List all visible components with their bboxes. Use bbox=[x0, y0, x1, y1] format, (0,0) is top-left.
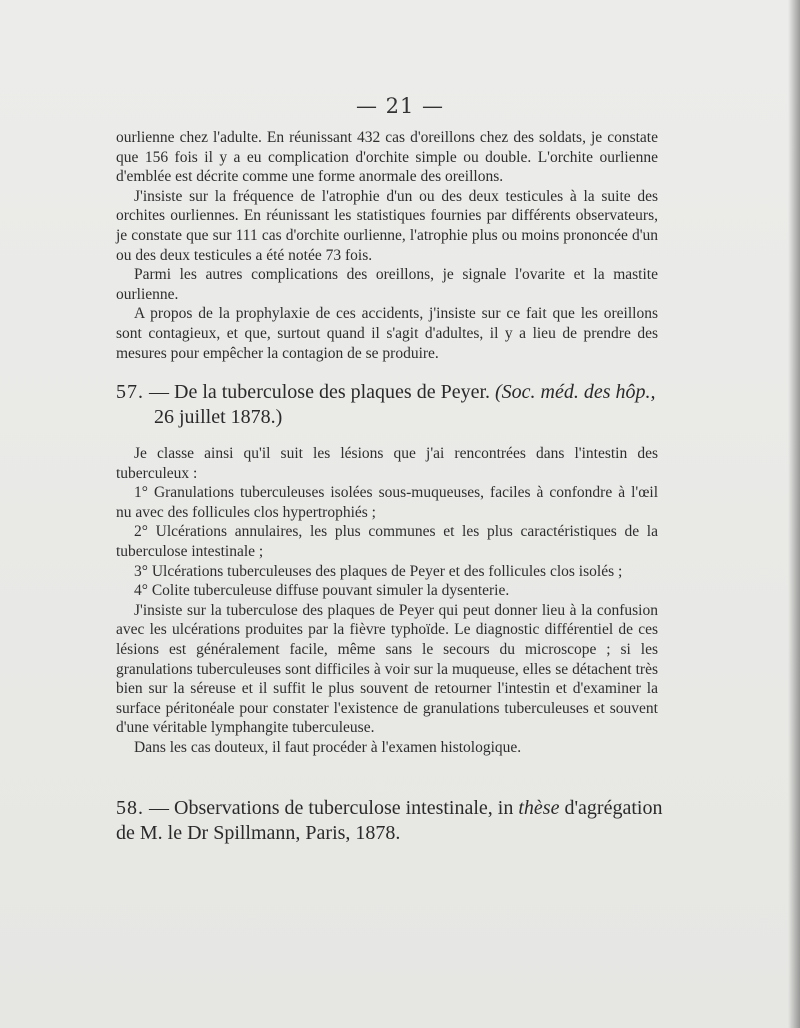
section-title-part2: d'agrégation de M. le Dr Spillmann, Paris, 1878. bbox=[116, 797, 663, 844]
text-block-orchitis bbox=[116, 128, 658, 363]
page-edge-shadow bbox=[788, 0, 800, 1028]
page-number: — 21 — bbox=[355, 94, 445, 118]
section-dash: — bbox=[149, 381, 169, 403]
section-heading-58 bbox=[116, 796, 676, 846]
paragraph: A propos de la prophylaxie de ces accidents, j'insiste sur ce fait que les oreillons sont contagieux, et que, surtout quand il s'agit d'adultes, il y a lieu de prendre des mesures pour empêcher la contagion de se produire. bbox=[116, 305, 658, 362]
list-item: 2° Ulcérations annulaires, les plus communes et les plus caractéristiques de la tuberculose intestinale ; bbox=[116, 523, 658, 560]
paragraph: ourlienne chez l'adulte. En réunissant 432 cas d'oreillons chez des soldats, je constate que 156 fois il y a eu complication d'orchite simple ou double. L'orchite ourlienne d'emblée est décrite comme une forme anormale des oreillons. bbox=[116, 129, 658, 186]
list-item: 3° Ulcérations tuberculeuses des plaques de Peyer et des follicules clos isolés ; bbox=[134, 562, 623, 580]
text-block-tuberculosis bbox=[116, 444, 658, 758]
paragraph: Je classe ainsi qu'il suit les lésions que j'ai rencontrées dans l'intestin des tuberculeux : bbox=[116, 445, 658, 482]
section-dash: — bbox=[149, 797, 169, 819]
list-item: 4° Colite tuberculeuse diffuse pouvant simuler la dysenterie. bbox=[134, 582, 510, 600]
section-date: 26 juillet 1878.) bbox=[154, 406, 283, 428]
section-number: 57. bbox=[116, 381, 144, 403]
paragraph: J'insiste sur la fréquence de l'atrophie d'un ou des deux testicules à la suite des orchites ourliennes. En réunissant les statistiques fournies par différents observateurs, je constate que sur 111 cas d'orchite ourlienne, l'atrophie plus ou moins prononcée d'un ou des deux testicules a été notée 73 fois. bbox=[116, 187, 658, 264]
section-source: (Soc. méd. des hôp., bbox=[495, 381, 656, 403]
section-title-part1: Observations de tuberculose intestinale, in bbox=[174, 797, 514, 819]
paragraph: J'insiste sur la tuberculose des plaques de Peyer qui peut donner lieu à la confusion avec les ulcérations produites par la fièvre typhoïde. Le diagnostic différentiel de ces lésions est généralement facile, même sans le secours du microscope ; si les granulations tuberculeuses sont difficiles à voir sur la muqueuse, elles se détachent très bien sur la séreuse et il suffit le plus souvent de retourner l'intestin et d'examiner la surface péritonéale pour constater l'existence de granulations tuberculeuses et souvent d'une véritable lymphangite tuberculeuse. bbox=[116, 601, 658, 737]
section-title: De la tuberculose des plaques de Peyer. bbox=[174, 381, 491, 403]
section-title-italic: thèse bbox=[518, 797, 560, 819]
paragraph: Parmi les autres complications des oreillons, je signale l'ovarite et la mastite ourlienne. bbox=[116, 266, 658, 303]
list-item: 1° Granulations tuberculeuses isolées sous-muqueuses, faciles à confondre à l'œil nu avec des follicules clos hypertrophiés ; bbox=[116, 484, 658, 521]
paragraph: Dans les cas douteux, il faut procéder à l'examen histologique. bbox=[134, 738, 522, 756]
section-heading-57 bbox=[116, 380, 676, 430]
section-number: 58. bbox=[116, 797, 144, 819]
